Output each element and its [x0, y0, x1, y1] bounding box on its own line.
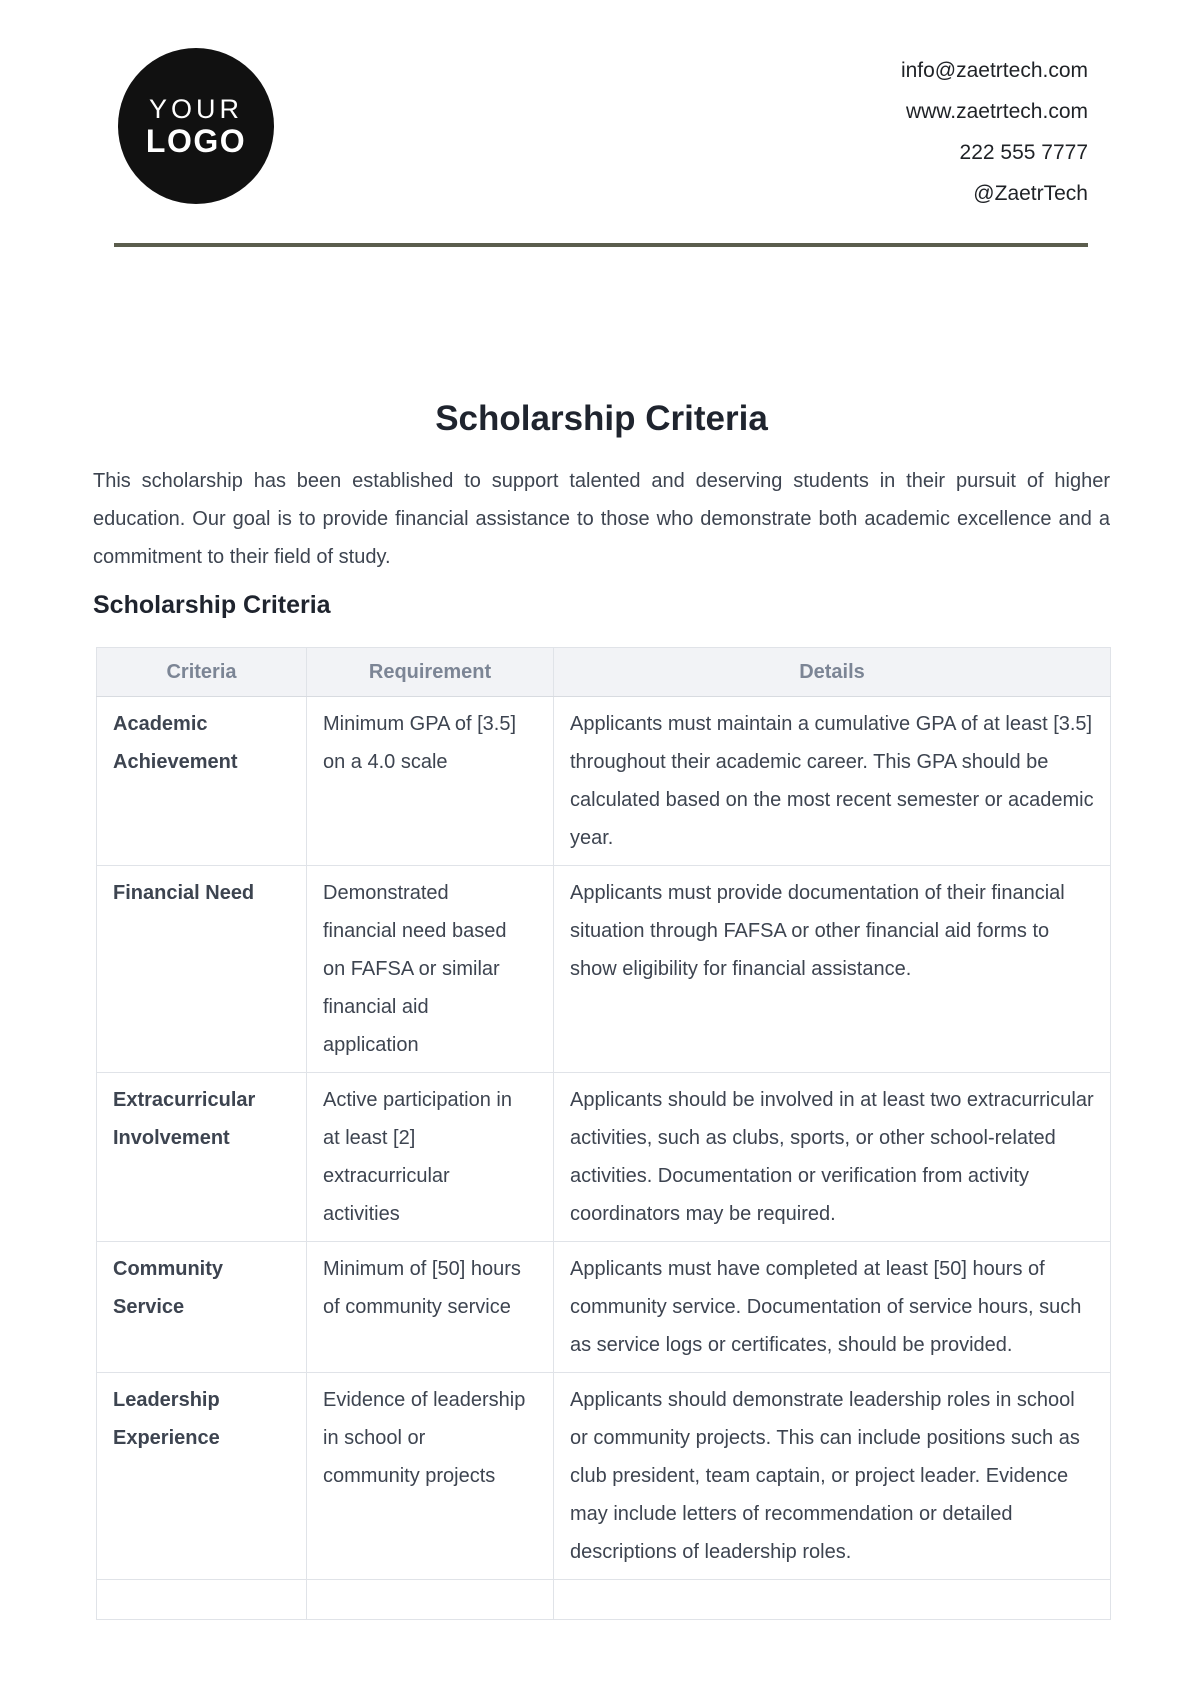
logo-text-your: YOUR: [148, 94, 243, 124]
table-row: [97, 697, 1111, 866]
section-heading: Scholarship Criteria: [93, 591, 331, 619]
logo-text-logo: LOGO: [145, 123, 247, 159]
criteria-cell: Extracurricular Involvement: [97, 1073, 307, 1242]
column-header-details: Details: [554, 648, 1111, 697]
criteria-cell: Leadership Experience: [97, 1373, 307, 1580]
details-cell: Applicants must have completed at least [50] hours of community service. Documentation of service hours, such as service logs or certificates, should be provided.: [554, 1242, 1111, 1373]
contact-website: www.zaetrtech.com: [905, 100, 1088, 123]
table-header-row: [97, 648, 1111, 697]
details-cell: Applicants should be involved in at least two extracurricular activities, such as clubs, sports, or other school-related activities. Documentation or verification from activity coordinators may be required.: [554, 1073, 1111, 1242]
column-header-criteria: Criteria: [97, 648, 307, 697]
company-logo: [118, 48, 274, 204]
criteria-table: [96, 647, 1111, 1620]
requirement-cell: Demonstrated financial need based on FAFSA or similar financial aid application: [307, 866, 554, 1073]
contact-phone: 222 555 7777: [959, 141, 1088, 164]
requirement-cell: [307, 1580, 554, 1620]
contact-email: info@zaetrtech.com: [900, 59, 1088, 82]
contact-social: @ZaetrTech: [973, 182, 1088, 205]
table-row: [97, 1073, 1111, 1242]
requirement-cell: Minimum of [50] hours of community service: [307, 1242, 554, 1373]
criteria-cell: Financial Need: [97, 866, 307, 1073]
table-row-partial: [97, 1580, 1111, 1620]
table-row: [97, 1242, 1111, 1373]
intro-paragraph: This scholarship has been established to support talented and deserving students in their pursuit of higher education. Our goal is to provide financial assistance to those who demonstrate both academic excellence and a commitment to their field of study.: [93, 470, 1110, 568]
details-cell: Applicants should demonstrate leadership roles in school or community projects. This can include positions such as club president, team captain, or project leader. Evidence may include letters of recommendation or detailed descriptions of leadership roles.: [554, 1373, 1111, 1580]
table-row: [97, 866, 1111, 1073]
requirement-cell: Evidence of leadership in school or community projects: [307, 1373, 554, 1580]
criteria-cell: [97, 1580, 307, 1620]
criteria-cell: Community Service: [97, 1242, 307, 1373]
requirement-cell: Active participation in at least [2] extracurricular activities: [307, 1073, 554, 1242]
table-row: [97, 1373, 1111, 1580]
requirement-cell: Minimum GPA of [3.5] on a 4.0 scale: [307, 697, 554, 866]
details-cell: Applicants must provide documentation of their financial situation through FAFSA or other financial aid forms to show eligibility for financial assistance.: [554, 866, 1111, 1073]
details-cell: [554, 1580, 1111, 1620]
details-cell: Applicants must maintain a cumulative GPA of at least [3.5] throughout their academic career. This GPA should be calculated based on the most recent semester or academic year.: [554, 697, 1111, 866]
criteria-cell: Academic Achievement: [97, 697, 307, 866]
document-title: Scholarship Criteria: [435, 399, 768, 438]
contact-info: [901, 50, 1088, 214]
column-header-requirement: Requirement: [307, 648, 554, 697]
header-divider: [114, 243, 1088, 247]
